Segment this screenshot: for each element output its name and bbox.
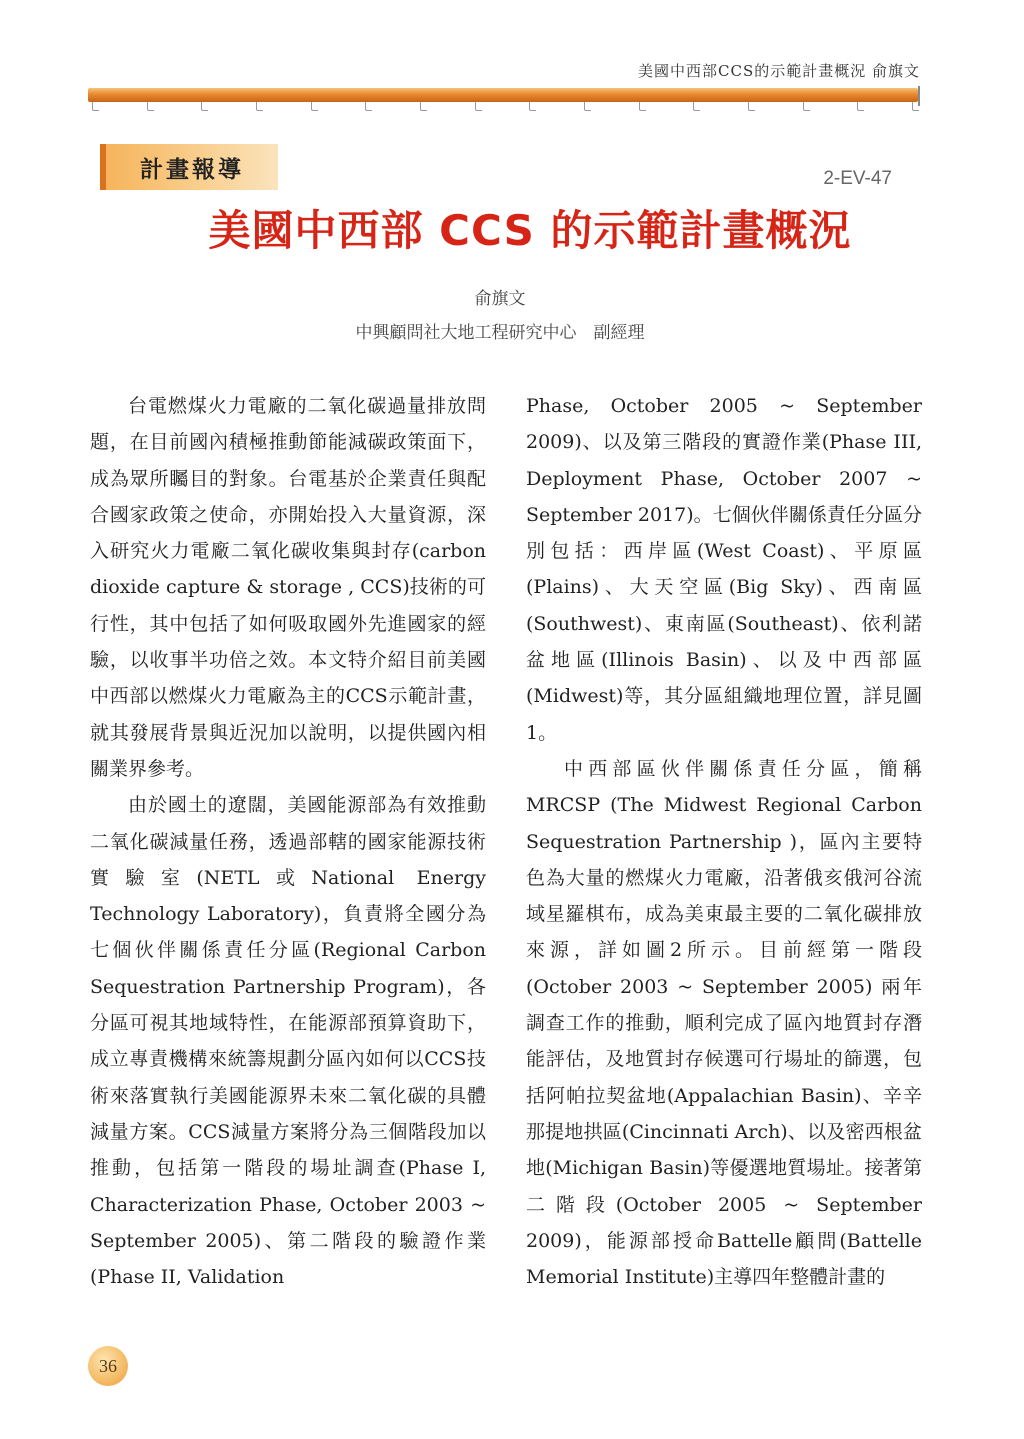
header-ruler-ticks — [88, 102, 918, 114]
ruler-tick — [529, 102, 536, 111]
ruler-tick — [803, 102, 810, 111]
ruler-tick — [256, 102, 263, 111]
article-title: 美國中西部 CCS 的示範計畫概況 — [208, 206, 852, 255]
ruler-tick — [92, 102, 99, 111]
ruler-tick — [912, 102, 919, 111]
ruler-tick — [365, 102, 372, 111]
body-column-left — [90, 388, 486, 1295]
paragraph: 由於國土的遼闊，美國能源部為有效推動二氧化碳減量任務，透過部轄的國家能源技術實驗室(NETL或National Energy Technology Laboratory)，負責將全國分為七個伙伴關係責任分區(Regional Carbon Sequestration Partnership Program)，各分區可視其地域特性，在能源部預算資助下，成立專責機構來統籌規劃分區內如何以CCS技術來落實執行美國能源界未來二氧化碳的具體減量方案。CCS減量方案將分為三個階段加以推動，包括第一階段的場址調查(Phase I, Characterization Phase, October 2003 ~ September 2005)、第二階段的驗證作業(Phase II, Validation — [90, 794, 486, 1289]
ruler-tick — [201, 102, 208, 111]
ruler-tick — [311, 102, 318, 111]
page-number: 36 — [99, 1355, 117, 1376]
paragraph: 中西部區伙伴關係責任分區，簡稱MRCSP (The Midwest Regional Carbon Sequestration Partnership )，區內主要特色為大量的燃煤火力電廠，沿著俄亥俄河谷流域星羅棋布，成為美東最主要的二氧化碳排放來源，詳如圖2所示。目前經第一階段 (October 2003 ~ September 2005) 兩年調查工作的推動，順利完成了區內地質封存潛能評估，及地質封存候選可行場址的篩選，包括阿帕拉契盆地(Appalachian Basin)、辛辛那提地拱區(Cincinnati Arch)、以及密西根盆地(Michigan Basin)等優選地質場址。接著第二階段(October 2005 ~ September 2009)，能源部授命Battelle顧問(Battelle Memorial Institute)主導四年整體計畫的 — [526, 757, 922, 1289]
section-label: 計畫報導 — [140, 156, 244, 183]
ruler-tick — [475, 102, 482, 111]
running-header: 美國中西部CCS的示範計畫概況 俞旗文 — [638, 62, 920, 80]
ruler-tick — [857, 102, 864, 111]
ruler-tick — [748, 102, 755, 111]
body-column-right — [526, 388, 922, 1295]
ruler-tick — [639, 102, 646, 111]
paragraph: 台電燃煤火力電廠的二氧化碳過量排放問題，在目前國內積極推動節能減碳政策面下，成為眾所矚目的對象。台電基於企業責任與配合國家政策之使命，亦開始投入大量資源，深入研究火力電廠二氧化碳收集與封存(carbon dioxide capture & storage , CCS)技術的可行性，其中包括了如何吸取國外先進國家的經驗，以收事半功倍之效。本文特介紹目前美國中西部以燃煤火力電廠為主的CCS示範計畫，就其發展背景與近況加以說明，以提供國內相關業界參考。 — [90, 395, 486, 780]
ruler-tick — [693, 102, 700, 111]
page-number-badge — [88, 1346, 128, 1386]
section-label-tab — [100, 144, 278, 190]
paragraph: Phase, October 2005 ~ September 2009)、以及第三階段的實證作業(Phase III, Deployment Phase, October 2007 ~ September 2017)。七個伙伴關係責任分區分別包括：西岸區(West Coast)、平原區(Plains)、大天空區(Big Sky)、西南區(Southwest)、東南區(Southeast)、依利諾盆地區(Illinois Basin)、以及中西部區(Midwest)等，其分區組織地理位置，詳見圖1。 — [526, 395, 922, 744]
header-ruler — [88, 88, 918, 102]
ruler-tick — [584, 102, 591, 111]
ruler-tick — [147, 102, 154, 111]
document-code: 2-EV-47 — [823, 168, 892, 189]
ruler-tick — [420, 102, 427, 111]
author-name: 俞旗文 — [474, 289, 526, 309]
author-affiliation: 中興顧問社大地工程研究中心 副經理 — [355, 323, 645, 343]
